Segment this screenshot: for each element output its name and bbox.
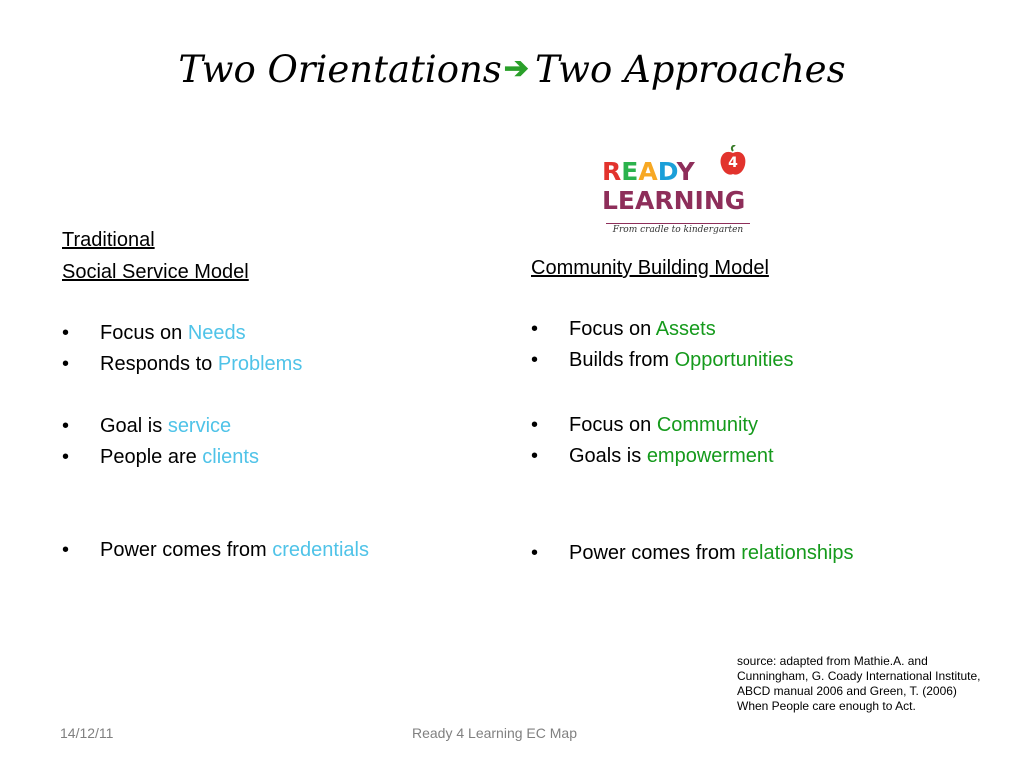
bullet: •	[62, 446, 70, 468]
item-prefix: Focus on	[569, 318, 656, 340]
slide-title	[0, 48, 1024, 91]
logo-letter: Y	[676, 157, 695, 186]
item-highlight: Needs	[187, 322, 246, 344]
list-item	[531, 410, 971, 441]
right-heading: Community Building Model	[531, 257, 769, 279]
list-item	[531, 345, 971, 376]
logo-ready-word	[602, 159, 695, 184]
item-highlight: Opportunities	[674, 349, 794, 371]
logo-learning-word: LEARNING	[602, 186, 746, 215]
list-item	[531, 538, 971, 569]
right-list	[531, 314, 971, 569]
item-highlight: Assets	[655, 318, 716, 340]
title-part-1: Two Orientations	[178, 48, 502, 91]
left-list	[62, 318, 462, 566]
list-item	[62, 349, 462, 380]
item-prefix: Focus on	[100, 322, 188, 344]
logo-tagline: From cradle to kindergarten	[606, 223, 750, 235]
bullet: •	[531, 349, 539, 371]
logo-letter: A	[638, 157, 658, 186]
bullet: •	[531, 318, 539, 340]
footer-title: Ready 4 Learning EC Map	[412, 725, 577, 741]
bullet: •	[531, 414, 539, 436]
list-item	[62, 442, 462, 473]
item-prefix: Goal is	[100, 415, 168, 437]
logo-letter: E	[621, 157, 639, 186]
item-prefix: People are	[100, 446, 203, 468]
list-item	[531, 441, 971, 472]
item-highlight: service	[167, 415, 232, 437]
logo-four: 4	[728, 155, 738, 171]
item-highlight: empowerment	[646, 445, 774, 467]
item-prefix: Power comes from	[100, 539, 273, 561]
apple-icon	[718, 145, 748, 177]
bullet: •	[62, 415, 70, 437]
traditional-model-column	[62, 224, 462, 566]
logo-letter: R	[602, 157, 622, 186]
left-heading-line-2: Social Service Model	[62, 261, 249, 283]
item-prefix: Power comes from	[569, 542, 742, 564]
item-highlight: clients	[202, 446, 259, 468]
arrow-right-icon: ➔	[503, 51, 529, 86]
bullet: •	[531, 542, 539, 564]
left-heading-line-1: Traditional	[62, 229, 155, 251]
list-item	[62, 411, 462, 442]
item-highlight: credentials	[272, 539, 369, 561]
list-item	[531, 314, 971, 345]
item-highlight: Community	[656, 414, 758, 436]
item-highlight: Problems	[217, 353, 303, 375]
item-prefix: Responds to	[100, 353, 218, 375]
list-item	[62, 535, 462, 566]
item-highlight: relationships	[741, 542, 854, 564]
footer-date: 14/12/11	[60, 725, 114, 741]
list-item	[62, 318, 462, 349]
title-part-2: Two Approaches	[534, 48, 846, 91]
source-citation: source: adapted from Mathie.A. and Cunningham, G. Coady International Institute, ABCD manual 2006 and Green, T. (2006) When People care enough to Act.	[737, 654, 981, 713]
bullet: •	[62, 322, 70, 344]
community-model-column	[531, 252, 971, 569]
bullet: •	[62, 353, 70, 375]
logo-letter: D	[657, 157, 677, 186]
ready-4-learning-logo	[600, 145, 752, 240]
bullet: •	[62, 539, 70, 561]
bullet: •	[531, 445, 539, 467]
item-prefix: Focus on	[569, 414, 657, 436]
item-prefix: Builds from	[569, 349, 675, 371]
item-prefix: Goals is	[569, 445, 647, 467]
